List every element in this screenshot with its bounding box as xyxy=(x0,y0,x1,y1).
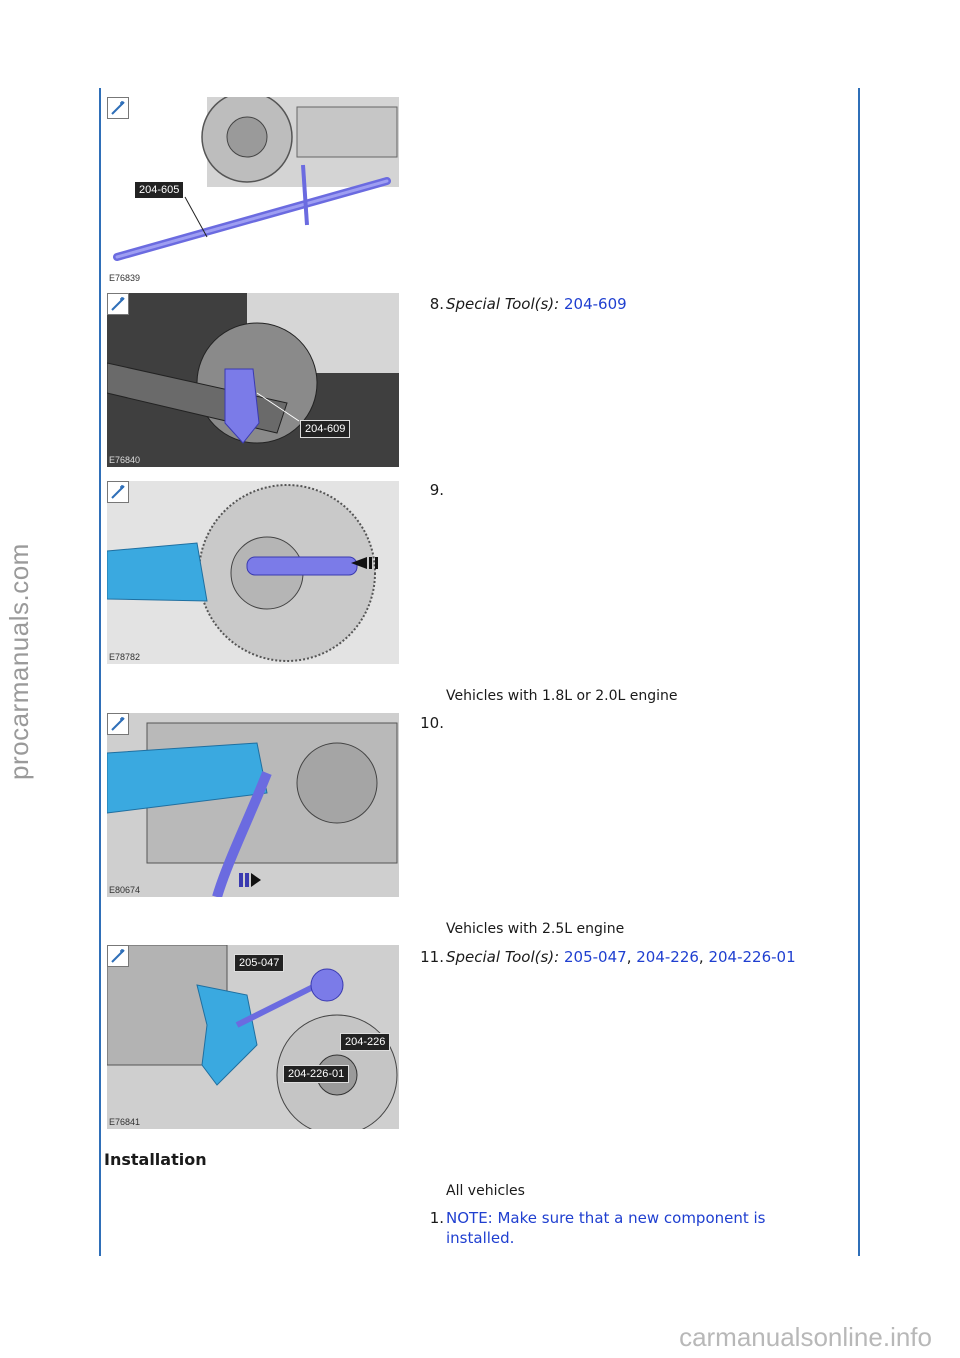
footer-watermark: carmanualsonline.info xyxy=(679,1322,932,1352)
figure-illustration xyxy=(107,481,399,664)
figure-e80674 xyxy=(107,713,399,897)
callout-label: 204-605 xyxy=(135,182,183,198)
zoom-icon[interactable] xyxy=(107,97,129,119)
step-text: Special Tool(s): 205-047, 204-226, 204-226-01 xyxy=(446,948,796,966)
figure-id: E76839 xyxy=(109,273,141,283)
condition-note: Vehicles with 2.5L engine xyxy=(446,921,625,937)
zoom-icon[interactable] xyxy=(107,713,129,735)
step-text xyxy=(446,294,627,314)
section-heading-installation: Installation xyxy=(104,1150,207,1169)
step-number: 11. xyxy=(420,948,444,966)
tool-link-204-226[interactable]: 204-226 xyxy=(636,948,699,966)
step-number: 9. xyxy=(429,481,444,499)
figure-id: E80674 xyxy=(109,885,141,895)
figure-illustration xyxy=(107,293,399,467)
special-tools-label: Special Tool(s): xyxy=(446,295,560,313)
figure-id: E76841 xyxy=(109,1117,141,1127)
figure-e78782 xyxy=(107,481,399,664)
figure-id: E76840 xyxy=(109,455,141,465)
tool-link-204-226-01[interactable]: 204-226-01 xyxy=(708,948,796,966)
zoom-icon[interactable] xyxy=(107,945,129,967)
figure-e76840 xyxy=(107,293,399,467)
callout-label: 204-226 xyxy=(340,1033,390,1051)
tool-link-204-609[interactable]: 204-609 xyxy=(564,295,627,313)
left-border-rule xyxy=(99,88,101,1256)
step-note-line-2: installed. xyxy=(446,1229,515,1247)
special-tools-label: Special Tool(s): xyxy=(446,948,560,966)
callout-label: 204-609 xyxy=(300,420,350,438)
figure-id: E78782 xyxy=(109,652,141,662)
step-number: 8. xyxy=(429,295,444,313)
zoom-icon[interactable] xyxy=(107,293,129,315)
callout-label: 205-047 xyxy=(234,954,284,972)
step-note-line-1: NOTE: Make sure that a new component is xyxy=(446,1209,766,1227)
figure-e76841 xyxy=(107,945,399,1129)
right-border-rule xyxy=(858,88,860,1256)
condition-note: Vehicles with 1.8L or 2.0L engine xyxy=(446,688,678,704)
tool-link-205-047[interactable]: 205-047 xyxy=(564,948,627,966)
step-number: 10. xyxy=(420,714,444,732)
callout-label: 204-226-01 xyxy=(283,1065,349,1083)
side-watermark: procarmanuals.com xyxy=(4,543,34,780)
zoom-icon[interactable] xyxy=(107,481,129,503)
step-number: 1. xyxy=(429,1209,444,1227)
condition-note: All vehicles xyxy=(446,1183,525,1199)
figure-illustration xyxy=(107,713,399,897)
figure-e76839 xyxy=(107,97,399,285)
